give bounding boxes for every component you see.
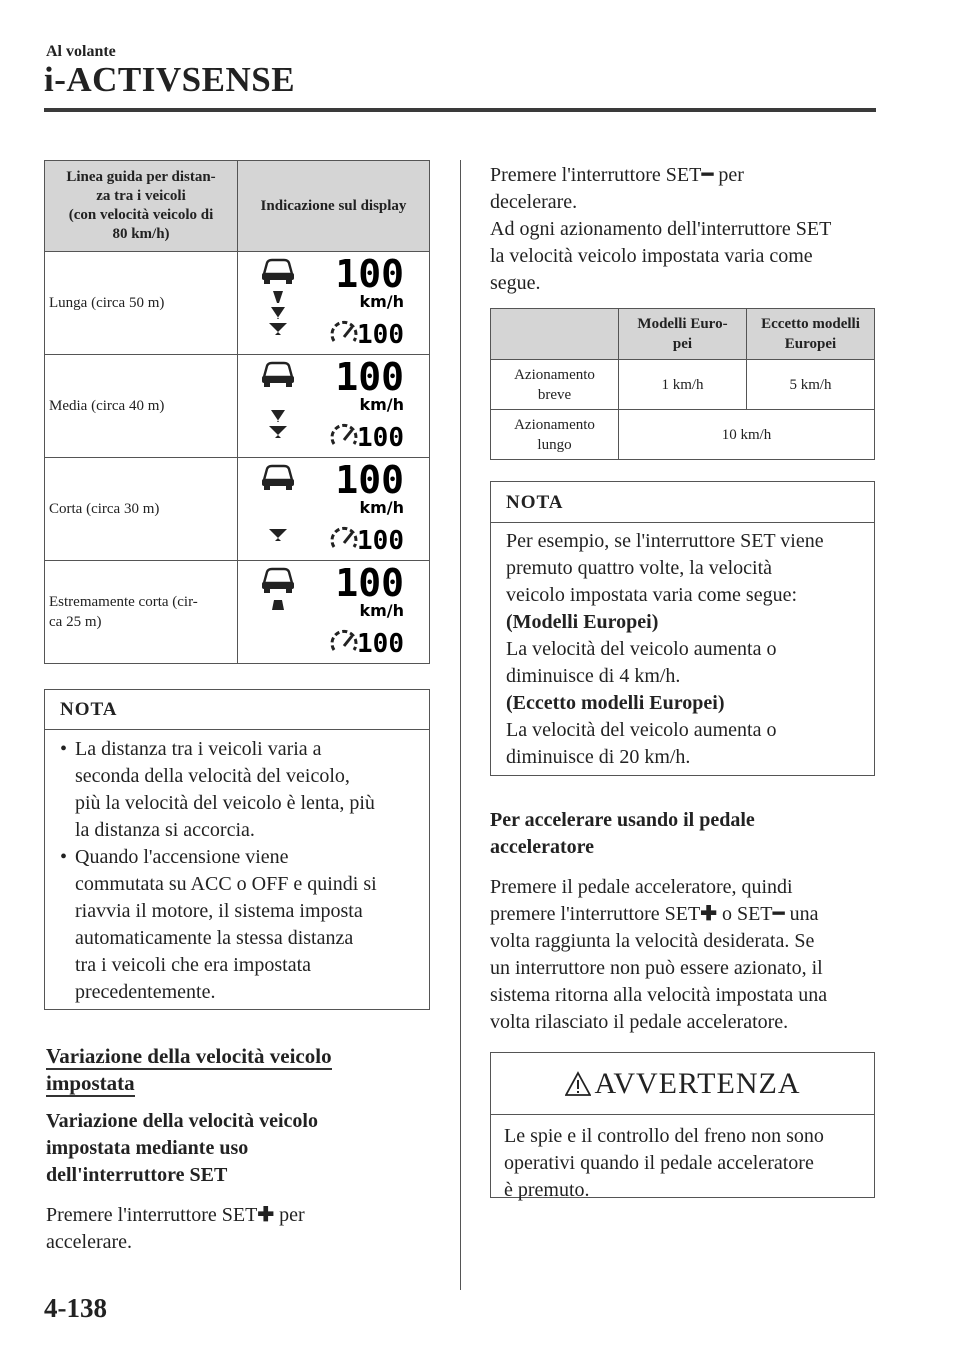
warning-header <box>491 1053 874 1115</box>
bullet: • <box>60 846 68 868</box>
header-line: za tra i veicoli <box>96 188 186 204</box>
car-icon <box>262 260 294 284</box>
distance-bar <box>269 323 287 335</box>
display-cell <box>238 252 430 355</box>
car-icon <box>262 569 294 593</box>
distance-column-header <box>45 161 238 252</box>
speed-unit: km/h <box>359 292 404 311</box>
speedometer-icon <box>332 631 356 650</box>
para-text: per <box>274 1204 305 1226</box>
table-header-empty <box>491 309 619 360</box>
page-title: i-ACTIVSENSE <box>44 60 296 99</box>
warning-line: è premuto. <box>504 1179 590 1201</box>
display-graphic <box>258 463 408 555</box>
note-line: riavvia il motore, il sistema imposta <box>75 900 363 922</box>
distance-label: Lunga (circa 50 m) <box>45 252 238 355</box>
note-line: precedentemente. <box>75 981 216 1003</box>
table-row <box>45 355 430 458</box>
note-line: Per esempio, se l'interruttore SET viene <box>506 530 824 552</box>
note-line: (Modelli Europei) <box>506 611 659 633</box>
speedometer-icon <box>332 322 356 341</box>
speed-unit: km/h <box>359 498 404 517</box>
display-indicator <box>258 566 408 658</box>
para-line: volta raggiunta la velocità desiderata. Se <box>490 930 815 952</box>
display-column-header: Indicazione sul display <box>238 161 430 252</box>
para-line: volta rilasciato il pedale acceleratore. <box>490 1011 789 1033</box>
note-box <box>490 481 875 776</box>
minus-icon: ━ <box>701 164 714 186</box>
note-line: La velocità del veicolo aumenta o <box>506 638 777 660</box>
table-row <box>45 252 430 355</box>
distance-label: Media (circa 40 m) <box>45 355 238 458</box>
note-line: tra i veicoli che era impostata <box>75 954 312 976</box>
current-speed-readout: 100 <box>357 526 404 555</box>
page-number: 4-138 <box>44 1293 107 1323</box>
note-line: più la velocità del veicolo è lenta, più <box>75 792 375 814</box>
bullet: • <box>60 738 68 760</box>
speed-readout: 100 <box>335 360 404 399</box>
distance-bar <box>271 410 285 422</box>
subheading-line: dell'interruttore SET <box>46 1164 228 1186</box>
subheading <box>490 807 755 861</box>
speedometer-icon <box>332 528 356 547</box>
subheading <box>46 1108 318 1189</box>
distance-label: Corta (circa 30 m) <box>45 458 238 561</box>
warning-title: AVVERTENZA <box>594 1066 801 1100</box>
para-line: la velocità veicolo impostata varia come <box>490 245 813 267</box>
subheading-line: acceleratore <box>490 836 594 858</box>
display-cell <box>238 458 430 561</box>
section-label: Al volante <box>46 43 116 60</box>
warning-box <box>490 1052 875 1201</box>
speed-unit: km/h <box>359 395 404 414</box>
table-row <box>491 360 875 410</box>
row-label: Azionamento lungo <box>491 410 619 460</box>
distance-bar <box>269 426 287 438</box>
distance-bar <box>271 307 285 319</box>
speedometer-icon <box>332 425 356 444</box>
speed-unit: km/h <box>359 601 404 620</box>
note-box <box>44 689 430 1010</box>
table-cell: 10 km/h <box>619 410 875 460</box>
display-indicator <box>258 360 408 452</box>
para-line: sistema ritorna alla velocità impostata una <box>490 984 828 1006</box>
table-cell: 5 km/h <box>747 360 875 410</box>
speed-table <box>490 308 875 460</box>
display-cell <box>238 561 430 664</box>
note-title: NOTA <box>45 690 429 730</box>
header-line: (con velocità veicolo di <box>68 207 214 223</box>
para-text: o SET <box>716 903 773 925</box>
display-indicator <box>258 257 408 349</box>
display-graphic <box>258 360 408 452</box>
para-line: Premere il pedale acceleratore, quindi <box>490 876 793 898</box>
note-line: commutata su ACC o OFF e quindi si <box>75 873 377 895</box>
para-line: accelerare. <box>46 1231 133 1253</box>
paragraph <box>490 162 831 297</box>
para-text: una <box>784 903 819 925</box>
para-line: un interruttore non può essere azionato, il <box>490 957 823 979</box>
paragraph <box>46 1202 305 1256</box>
plus-icon: ✚ <box>700 903 717 925</box>
row-label: Azionamento breve <box>491 360 619 410</box>
speed-readout: 100 <box>335 257 404 296</box>
section-heading <box>46 1043 332 1097</box>
speed-readout: 100 <box>335 463 404 502</box>
warning-line: operativi quando il pedale acceleratore <box>504 1152 814 1174</box>
note-line: veicolo impostata varia come segue: <box>506 584 798 606</box>
distance-bar <box>272 600 284 610</box>
distance-bar <box>269 529 287 541</box>
note-line: automaticamente la stessa distanza <box>75 927 354 949</box>
note-body <box>45 730 429 1006</box>
subheading-line: Variazione della velocità veicolo <box>46 1110 318 1132</box>
note-line: Quando l'accensione viene <box>75 846 289 868</box>
warning-line: Le spie e il controllo del freno non sono <box>504 1125 824 1147</box>
minus-icon: ━ <box>772 903 785 925</box>
para-text: Premere l'interruttore SET <box>490 164 702 186</box>
distance-bar <box>273 291 283 303</box>
current-speed-readout: 100 <box>357 423 404 452</box>
speed-readout: 100 <box>335 566 404 605</box>
para-line: segue. <box>490 272 541 294</box>
table-row <box>45 458 430 561</box>
table-header: Modelli Euro- pei <box>619 309 747 360</box>
distance-label <box>45 561 238 664</box>
distance-table <box>44 160 430 664</box>
note-line: la distanza si accorcia. <box>75 819 255 841</box>
plus-icon: ✚ <box>257 1204 275 1226</box>
heading-line: impostata <box>46 1071 135 1095</box>
car-icon <box>262 363 294 387</box>
note-line: diminuisce di 20 km/h. <box>506 746 691 768</box>
car-icon <box>262 466 294 490</box>
current-speed-readout: 100 <box>357 629 404 658</box>
display-graphic <box>258 257 408 349</box>
label-line: Estremamente corta (cir- <box>49 594 198 610</box>
header-line: Linea guida per distan- <box>66 169 216 185</box>
subheading-line: impostata mediante uso <box>46 1137 249 1159</box>
note-line: La distanza tra i veicoli varia a <box>75 738 322 760</box>
paragraph <box>490 874 827 1036</box>
current-speed-readout: 100 <box>357 320 404 349</box>
subheading-line: Per accelerare usando il pedale <box>490 809 755 831</box>
note-title: NOTA <box>491 482 874 523</box>
warning-body <box>491 1115 874 1204</box>
para-text: Premere l'interruttore SET <box>46 1204 258 1226</box>
note-body <box>491 523 874 771</box>
note-line: premuto quattro volte, la velocità <box>506 557 773 579</box>
para-line: decelerare. <box>490 191 578 213</box>
para-text: premere l'interruttore SET <box>490 903 701 925</box>
note-line: seconda della velocità del veicolo, <box>75 765 350 787</box>
display-indicator <box>258 463 408 555</box>
para-line: Ad ogni azionamento dell'interruttore SET <box>490 218 832 240</box>
note-line: diminuisce di 4 km/h. <box>506 665 681 687</box>
table-row <box>45 561 430 664</box>
heading-line: Variazione della velocità veicolo <box>46 1044 332 1068</box>
list-item <box>60 736 419 844</box>
note-line: La velocità del veicolo aumenta o <box>506 719 777 741</box>
table-header: Eccetto modelli Europei <box>747 309 875 360</box>
display-graphic <box>258 566 408 658</box>
header-rule <box>44 108 876 112</box>
list-item <box>60 844 419 1006</box>
table-cell: 1 km/h <box>619 360 747 410</box>
para-text: per <box>713 164 744 186</box>
note-line: (Eccetto modelli Europei) <box>506 692 725 714</box>
column-divider <box>460 160 461 1290</box>
display-cell <box>238 355 430 458</box>
label-line: ca 25 m) <box>49 614 102 630</box>
warning-icon <box>565 1071 591 1097</box>
table-row <box>491 410 875 460</box>
header-line: 80 km/h) <box>112 226 170 242</box>
